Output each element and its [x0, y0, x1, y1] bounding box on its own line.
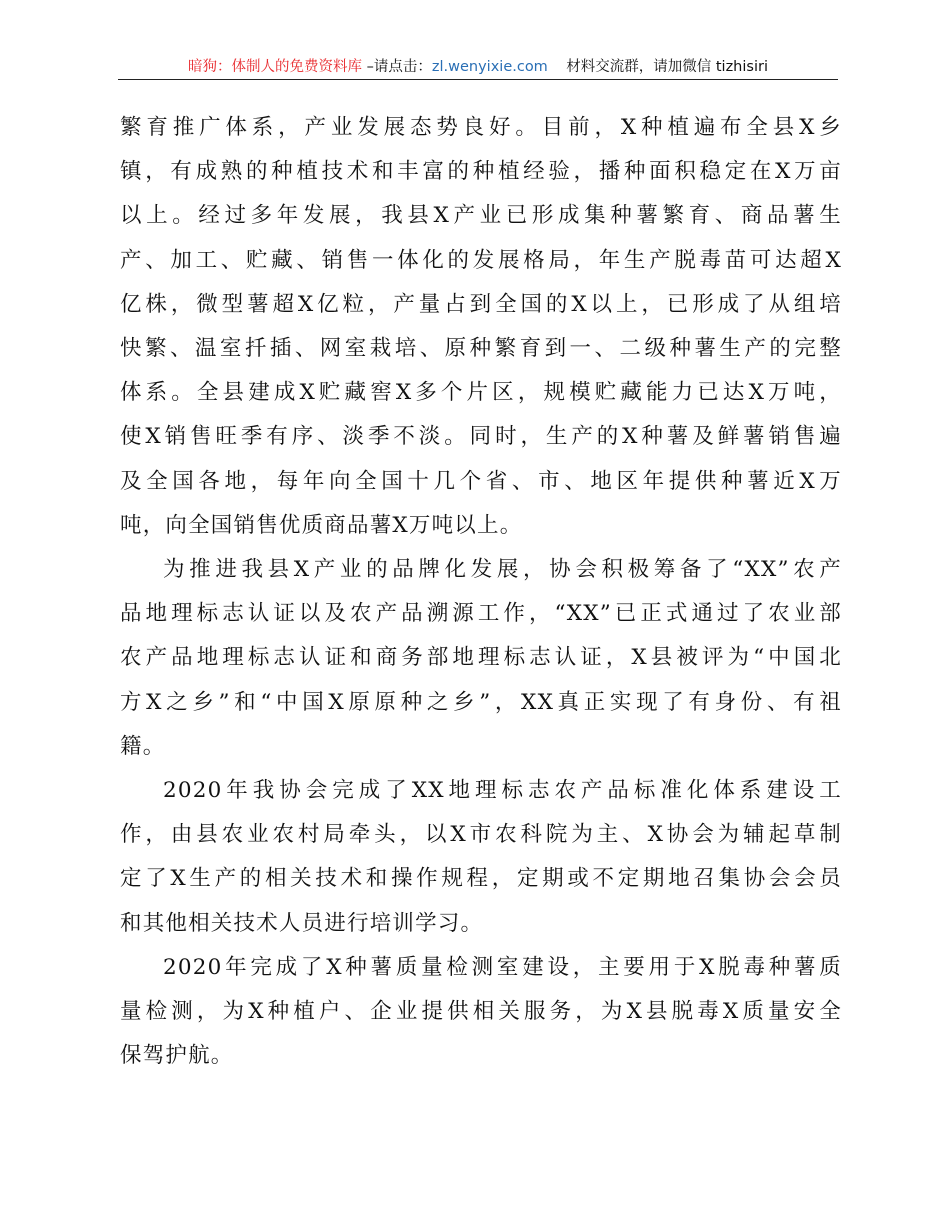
text-line: 繁育推广体系，产业发展态势良好。目前，X种植遍布全县X乡 — [120, 115, 842, 140]
text-line: 保驾护航。 — [120, 1043, 234, 1069]
text-line: 及全国各地，每年向全国十几个省、市、地区年提供种薯近X万 — [120, 468, 842, 494]
text-line: 2020年完成了X种薯质量检测室建设，主要用于X脱毒种薯质 — [163, 954, 842, 980]
text-line: 方X之乡”和“中国X原原种之乡”，XX真正实现了有身份、有祖 — [120, 689, 842, 715]
text-line: 籍。 — [120, 733, 166, 759]
page-header — [118, 56, 838, 80]
text-line: 为推进我县X产业的品牌化发展，协会积极筹备了“XX”农产 — [163, 557, 842, 583]
text-line: 2020年我协会完成了XX地理标志农产品标准化体系建设工 — [163, 778, 842, 804]
paragraph-3 — [120, 769, 842, 946]
text-line: 快繁、温室扦插、网室栽培、原种繁育到一、二级种薯生产的完整 — [120, 336, 842, 362]
site-url-link[interactable]: zl.wenyixie.com — [431, 59, 548, 75]
text-line: 亿株，微型薯超X亿粒，产量占到全国的X以上，已形成了从组培 — [120, 291, 842, 317]
text-line: 镇，有成熟的种植技术和丰富的种植经验，播种面积稳定在X万亩 — [120, 159, 842, 185]
text-line: 使X销售旺季有序、淡季不淡。同时，生产的X种薯及鲜薯销售遍 — [120, 424, 842, 450]
click-prompt: –请点击： — [362, 59, 432, 75]
paragraph-2 — [120, 548, 842, 769]
header-divider — [118, 79, 838, 80]
paragraph-4 — [120, 946, 842, 1079]
text-line: 农产品地理标志认证和商务部地理标志认证，X县被评为“中国北 — [120, 645, 842, 671]
text-line: 和其他相关技术人员进行培训学习。 — [120, 910, 484, 936]
text-line: 以上。经过多年发展，我县X产业已形成集种薯繁育、商品薯生 — [120, 203, 842, 229]
paragraph-1 — [120, 106, 842, 548]
text-line: 定了X生产的相关技术和操作规程，定期或不定期地召集协会会员 — [120, 866, 842, 892]
text-line: 吨，向全国销售优质商品薯X万吨以上。 — [120, 512, 523, 538]
text-line: 品地理标志认证以及农产品溯源工作，“XX”已正式通过了农业部 — [120, 601, 842, 627]
text-line: 体系。全县建成X贮藏窖X多个片区，规模贮藏能力已达X万吨， — [120, 380, 842, 406]
text-line: 量检测，为X种植户、企业提供相关服务，为X县脱毒X质量安全 — [120, 999, 842, 1025]
text-line: 产、加工、贮藏、销售一体化的发展格局，年生产脱毒苗可达超X — [120, 247, 842, 273]
group-note: 材料交流群，请加微信 tizhisiri — [547, 59, 768, 75]
site-name: 暗狗：体制人的免费资料库 — [188, 59, 363, 75]
text-line: 作，由县农业农村局牵头，以X市农科院为主、X协会为辅起草制 — [120, 822, 842, 848]
document-body — [120, 106, 842, 1078]
